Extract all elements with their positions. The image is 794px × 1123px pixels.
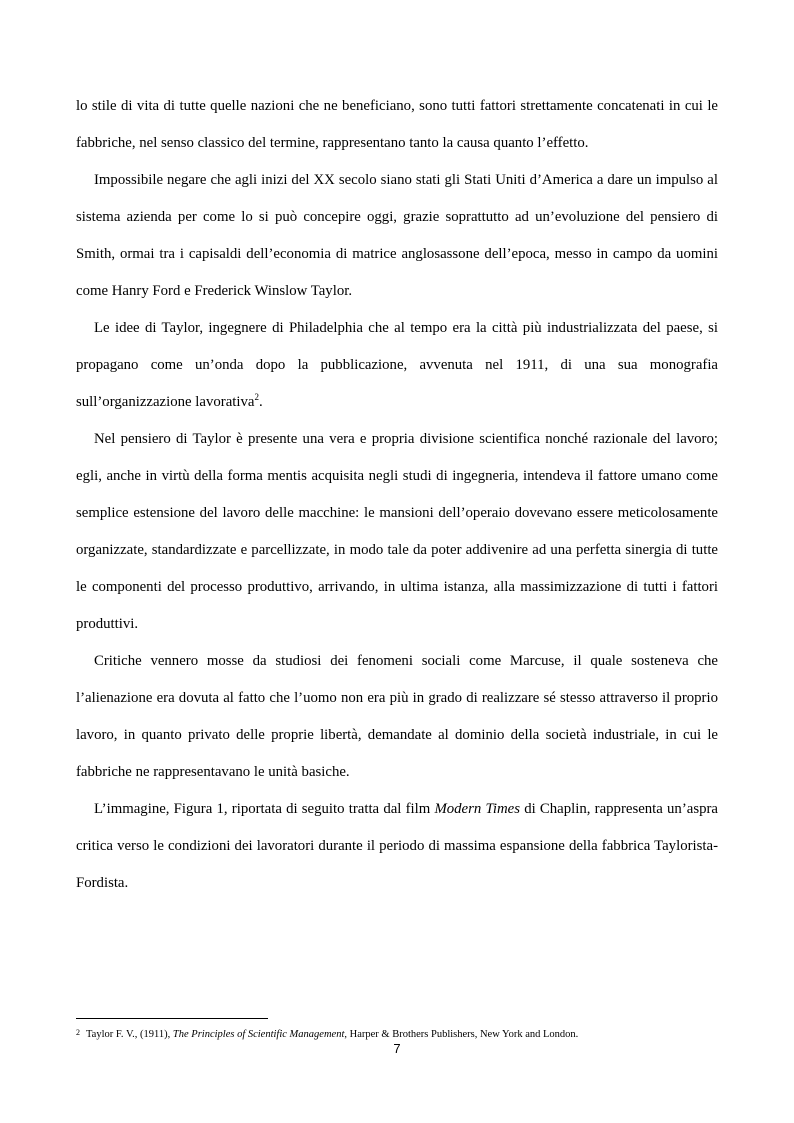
footnote-mark: 2	[76, 1028, 80, 1037]
film-title: Modern Times	[434, 801, 521, 817]
paragraph-modern-times	[76, 791, 718, 902]
paragraph-taylor-ideas-end: .	[258, 394, 263, 410]
footnote-separator	[76, 1018, 268, 1019]
body-text	[76, 88, 718, 902]
paragraph-scientific-division: Nel pensiero di Taylor è presente una vera e propria divisione scientifica nonché razionale del lavoro; egli, anche in virtù della forma mentis acquisita negli studi di ingegneria, intendeva il fattore umano come semplice estensione del lavoro delle macchine: le mansioni dell’operaio dovevano essere meticolosamente organizzate, standardizzate e parcellizzate, in modo tale da poter addivenire ad una perfetta sinergia di tutte le componenti del processo produttivo, arrivando, in ultima istanza, alla massimizzazione di tutti i fattori produttivi.	[76, 431, 718, 632]
paragraph-modern-times-text-a: L’immagine, Figura 1, riportata di seguito tratta dal film	[94, 801, 435, 817]
paragraph-modern-times-text-b: di Chaplin, rappresenta un’aspra critica verso le condizioni dei lavoratori durante il periodo di massima espansione della fabbrica Taylorista-Fordista.	[76, 801, 718, 891]
paragraph-taylor-ideas	[76, 310, 718, 421]
footnote	[76, 1026, 736, 1042]
footnote-reference: 2	[254, 392, 259, 402]
page-number: 7	[393, 1041, 401, 1056]
footnote-book-title: The Principles of Scientific Management	[172, 1029, 345, 1040]
paragraph-usa-impulse: Impossibile negare che agli inizi del XX secolo siano stati gli Stati Uniti d’America a dare un impulso al sistema azienda per come lo si può concepire oggi, grazie soprattutto ad un’evoluzione del pensiero di Smith, ormai tra i capisaldi dell’economia di matrice anglosassone dell’epoca, messo in campo da uomini come Hanry Ford e Frederick Winslow Taylor.	[76, 172, 718, 299]
footnote-text-b: , Harper & Brothers Publishers, New York and London.	[344, 1029, 579, 1040]
paragraph-taylor-ideas-text: Le idee di Taylor, ingegnere di Philadelphia che al tempo era la città più industrializzata del paese, si propagano come un’onda dopo la pubblicazione, avvenuta nel 1911, di una sua monografia sull’organizzazione lavorativa	[76, 320, 718, 410]
footnote-text-a: Taylor F. V., (1911),	[86, 1029, 173, 1040]
paragraph-marcuse-critique: Critiche vennero mosse da studiosi dei fenomeni sociali come Marcuse, il quale sosteneva che l’alienazione era dovuta al fatto che l’uomo non era più in grado di realizzare sé stesso attraverso il proprio lavoro, in quanto privato delle proprie libertà, demandate al dominio della società industriale, in cui le fabbriche ne rappresentavano le unità basiche.	[76, 653, 718, 780]
paragraph-continuation: lo stile di vita di tutte quelle nazioni che ne beneficiano, sono tutti fattori strettamente concatenati in cui le fabbriche, nel senso classico del termine, rappresentano tanto la causa quanto l’effetto.	[76, 98, 718, 151]
